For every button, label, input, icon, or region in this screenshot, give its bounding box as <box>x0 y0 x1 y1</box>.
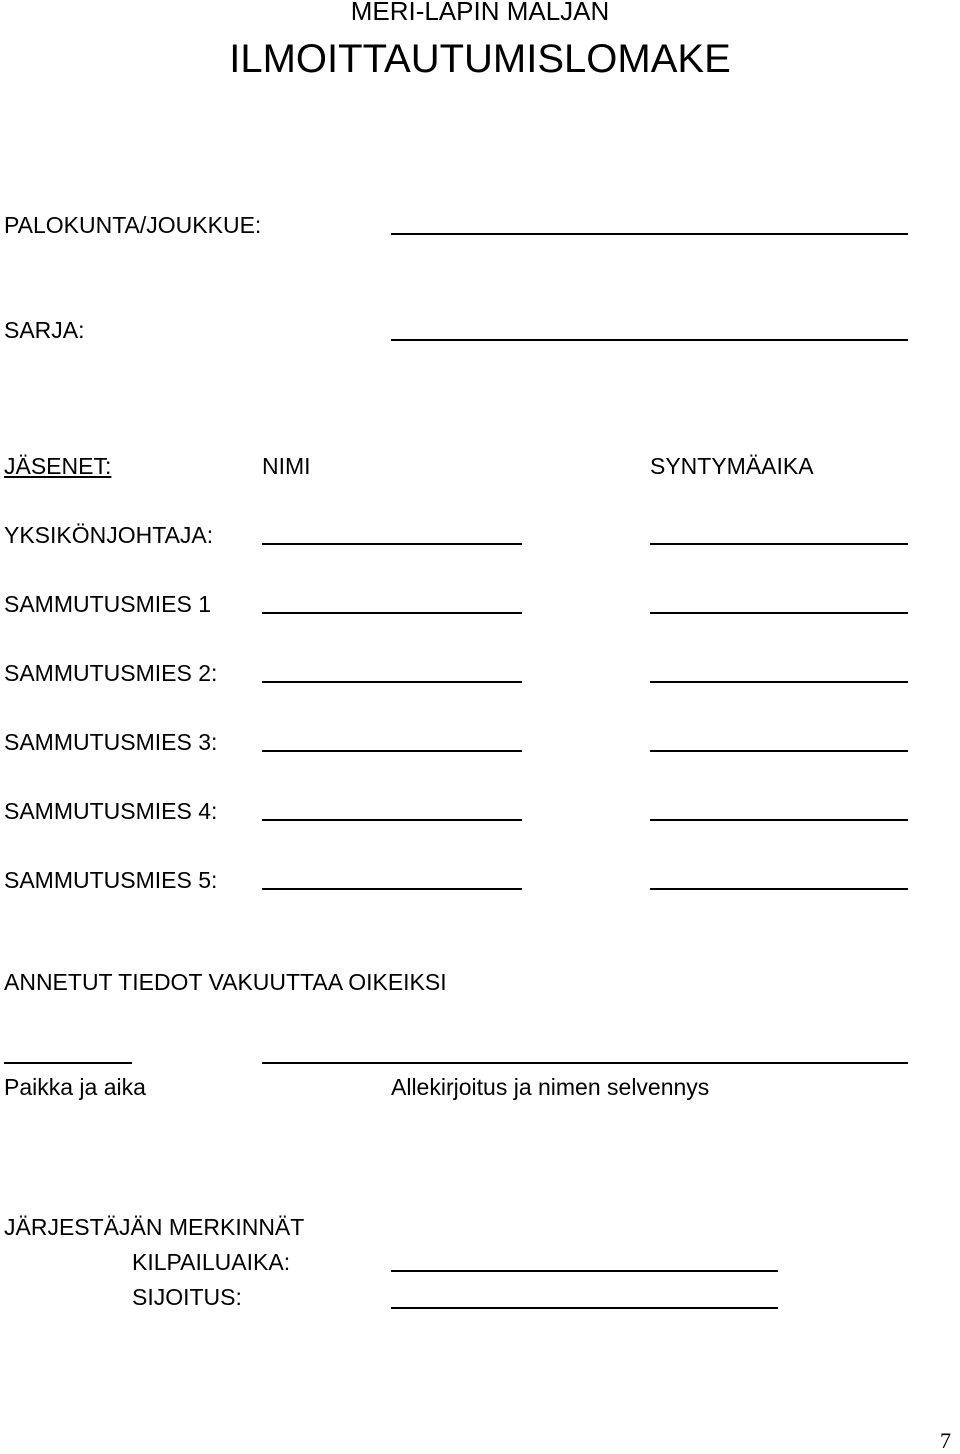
member-role: SAMMUTUSMIES 2: <box>4 660 218 686</box>
page-number: 7 <box>940 1428 951 1453</box>
signature-label: Allekirjoitus ja nimen selvennys <box>391 1074 710 1100</box>
team-label: PALOKUNTA/JOUKKUE: <box>4 212 262 238</box>
member-role: SAMMUTUSMIES 1 <box>4 591 212 617</box>
member-birthdate-field[interactable] <box>650 612 908 614</box>
signature-field[interactable] <box>262 1062 908 1064</box>
place-date-label: Paikka ja aika <box>4 1074 146 1100</box>
competition-time-field[interactable] <box>391 1270 778 1272</box>
member-name-field[interactable] <box>262 543 522 545</box>
member-birthdate-field[interactable] <box>650 681 908 683</box>
member-birthdate-field[interactable] <box>650 543 908 545</box>
team-field[interactable] <box>391 233 908 235</box>
member-name-field[interactable] <box>262 819 522 821</box>
place-date-field[interactable] <box>4 1062 132 1064</box>
placement-field[interactable] <box>391 1307 778 1309</box>
member-role: SAMMUTUSMIES 4: <box>4 798 218 824</box>
members-label: JÄSENET: <box>4 453 112 479</box>
member-name-field[interactable] <box>262 750 522 752</box>
member-birthdate-field[interactable] <box>650 888 908 890</box>
member-role: SAMMUTUSMIES 5: <box>4 867 218 893</box>
member-role: YKSIKÖNJOHTAJA: <box>4 522 214 548</box>
certification-statement: ANNETUT TIEDOT VAKUUTTAA OIKEIKSI <box>4 969 447 995</box>
member-birthdate-field[interactable] <box>650 819 908 821</box>
member-birthdate-field[interactable] <box>650 750 908 752</box>
series-field[interactable] <box>391 339 908 341</box>
competition-time-label: KILPAILUAIKA: <box>132 1249 291 1275</box>
member-name-field[interactable] <box>262 681 522 683</box>
column-header-name: NIMI <box>262 453 311 479</box>
organizer-heading: JÄRJESTÄJÄN MERKINNÄT <box>4 1214 305 1240</box>
column-header-birthdate: SYNTYMÄAIKA <box>650 453 814 479</box>
member-name-field[interactable] <box>262 612 522 614</box>
form-subtitle: MERI-LAPIN MALJAN <box>350 0 610 26</box>
member-name-field[interactable] <box>262 888 522 890</box>
placement-label: SIJOITUS: <box>132 1284 242 1310</box>
series-label: SARJA: <box>4 317 85 343</box>
form-title: ILMOITTAUTUMISLOMAKE <box>229 37 731 81</box>
member-role: SAMMUTUSMIES 3: <box>4 729 218 755</box>
